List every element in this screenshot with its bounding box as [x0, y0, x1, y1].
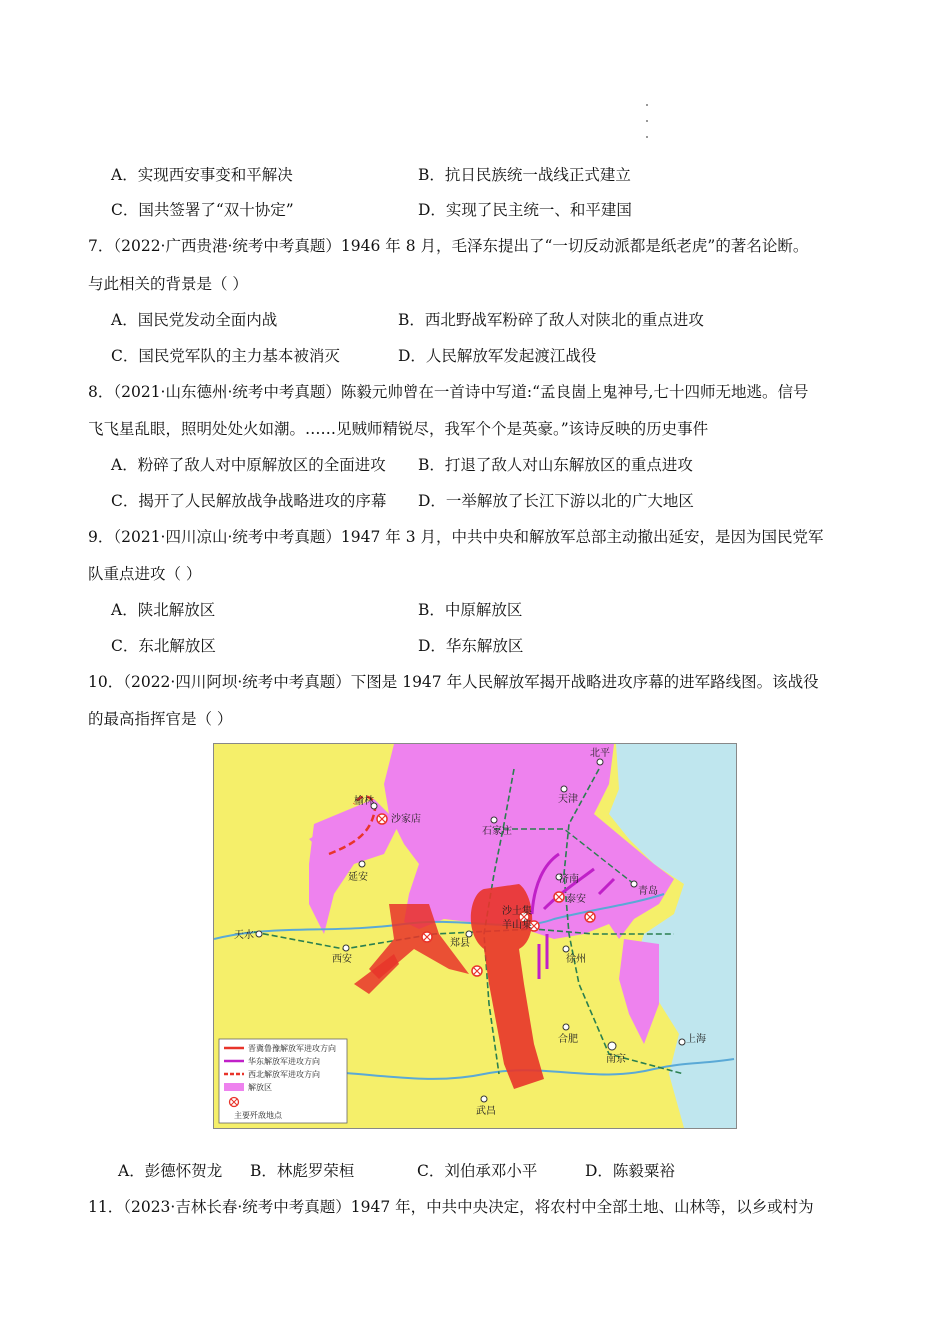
q8-option-a: A．粉碎了敌人对中原解放区的全面进攻	[111, 456, 386, 474]
label-shanghai: 上海	[686, 1034, 706, 1045]
label-shajiadian: 沙家店	[391, 814, 421, 825]
q10-option-d: D．陈毅粟裕	[585, 1162, 675, 1180]
label-yanan: 延安	[348, 872, 368, 883]
label-shatuji: 沙土集	[502, 906, 532, 917]
q10-option-b: B．林彪罗荣桓	[250, 1162, 355, 1180]
q10-stem-line2: 的最高指挥官是（ ）	[88, 710, 233, 728]
margin-dots	[646, 104, 650, 152]
legend-xibei: 西北解放军进攻方向	[248, 1070, 320, 1079]
label-yangshanji: 羊山集	[502, 920, 532, 931]
label-xuzhou: 徐州	[566, 954, 586, 965]
legend-area: 解放区	[248, 1083, 272, 1092]
q10-option-c: C．刘伯承邓小平	[417, 1162, 538, 1180]
q9-stem-line1: 9．（2021·四川凉山·统考中考真题）1947 年 3 月，中共中央和解放军总部主动撤出延安，是因为国民党军	[88, 528, 824, 546]
legend-swatch-area	[224, 1083, 244, 1091]
legend-battle: 主要歼敌地点	[234, 1111, 282, 1120]
q7-option-b: B．西北野战军粉碎了敌人对陕北的重点进攻	[398, 311, 704, 329]
legend-swatch-battle	[230, 1098, 239, 1107]
q7-stem-line1: 7．（2022·广西贵港·统考中考真题）1946 年 8 月，毛泽东提出了“一切反动派都是纸老虎”的著名论断。	[88, 237, 809, 255]
legend-huadong: 华东解放军进攻方向	[248, 1057, 320, 1066]
q7-stem-line2: 与此相关的背景是（ ）	[88, 275, 248, 293]
battle-marker-taian	[554, 892, 564, 902]
q9-option-a: A．陕北解放区	[111, 601, 216, 619]
q8-option-c: C．揭开了人民解放战争战略进攻的序幕	[111, 492, 387, 510]
q7-option-c: C．国民党军队的主力基本被消灭	[111, 347, 340, 365]
q9-option-b: B．中原解放区	[418, 601, 523, 619]
label-shijiazhuang: 石家庄	[482, 826, 512, 837]
label-tianjin: 天津	[558, 794, 578, 805]
label-beiping: 北平	[590, 748, 610, 759]
q11-stem-line1: 11．（2023·吉林长春·统考中考真题）1947 年，中共中央决定，将农村中全部土地、山林等，以乡或村为	[88, 1198, 814, 1216]
q9-option-d: D．华东解放区	[418, 637, 524, 655]
q10-option-a: A．彭德怀贺龙	[118, 1162, 223, 1180]
label-hefei: 合肥	[558, 1034, 578, 1045]
q6-option-d: D．实现了民主统一、和平建国	[418, 201, 632, 219]
q9-stem-line2: 队重点进攻（ ）	[88, 565, 202, 583]
label-taian: 泰安	[566, 894, 586, 905]
label-tianshui: 天水	[234, 930, 254, 941]
label-jinan: 济南	[559, 874, 579, 885]
label-xian: 西安	[332, 954, 352, 965]
q8-stem-line1: 8．（2021·山东德州·统考中考真题）陈毅元帅曾在一首诗中写道:“孟良崮上鬼神号,七十四师无地逃。信号	[88, 383, 809, 401]
q8-option-b: B．打退了敌人对山东解放区的重点进攻	[418, 456, 693, 474]
q6-option-a: A．实现西安事变和平解决	[111, 166, 293, 184]
q7-option-a: A．国民党发动全面内战	[111, 311, 278, 329]
label-yulin: 榆林	[354, 796, 374, 807]
label-qingdao: 青岛	[638, 886, 658, 897]
q10-stem-line1: 10．（2022·四川阿坝·统考中考真题）下图是 1947 年人民解放军揭开战略进攻序幕的进军路线图。该战役	[88, 673, 819, 691]
q6-option-b: B．抗日民族统一战线正式建立	[418, 166, 631, 184]
q7-option-d: D．人民解放军发起渡江战役	[398, 347, 597, 365]
battle-marker-east	[585, 912, 595, 922]
label-wuchang: 武昌	[476, 1106, 496, 1117]
q9-option-c: C．东北解放区	[111, 637, 216, 655]
battle-marker-shajiadian	[377, 814, 387, 824]
battle-marker-west	[422, 932, 432, 942]
label-zhengxian: 郑县	[450, 938, 470, 949]
q6-option-c: C．国共签署了“双十协定”	[111, 201, 294, 219]
battle-marker-southwest	[472, 966, 482, 976]
label-nanjing: 南京	[606, 1054, 626, 1065]
q8-option-d: D．一举解放了长江下游以北的广大地区	[418, 492, 694, 510]
q8-stem-line2: 飞飞星乱眼，照明处处火如潮。……见贼师精锐尽，我军个个是英豪。”该诗反映的历史事件	[88, 420, 709, 438]
legend-jinjiluyu: 晋冀鲁豫解放军进攻方向	[248, 1044, 336, 1053]
strategic-offensive-map	[213, 743, 737, 1129]
